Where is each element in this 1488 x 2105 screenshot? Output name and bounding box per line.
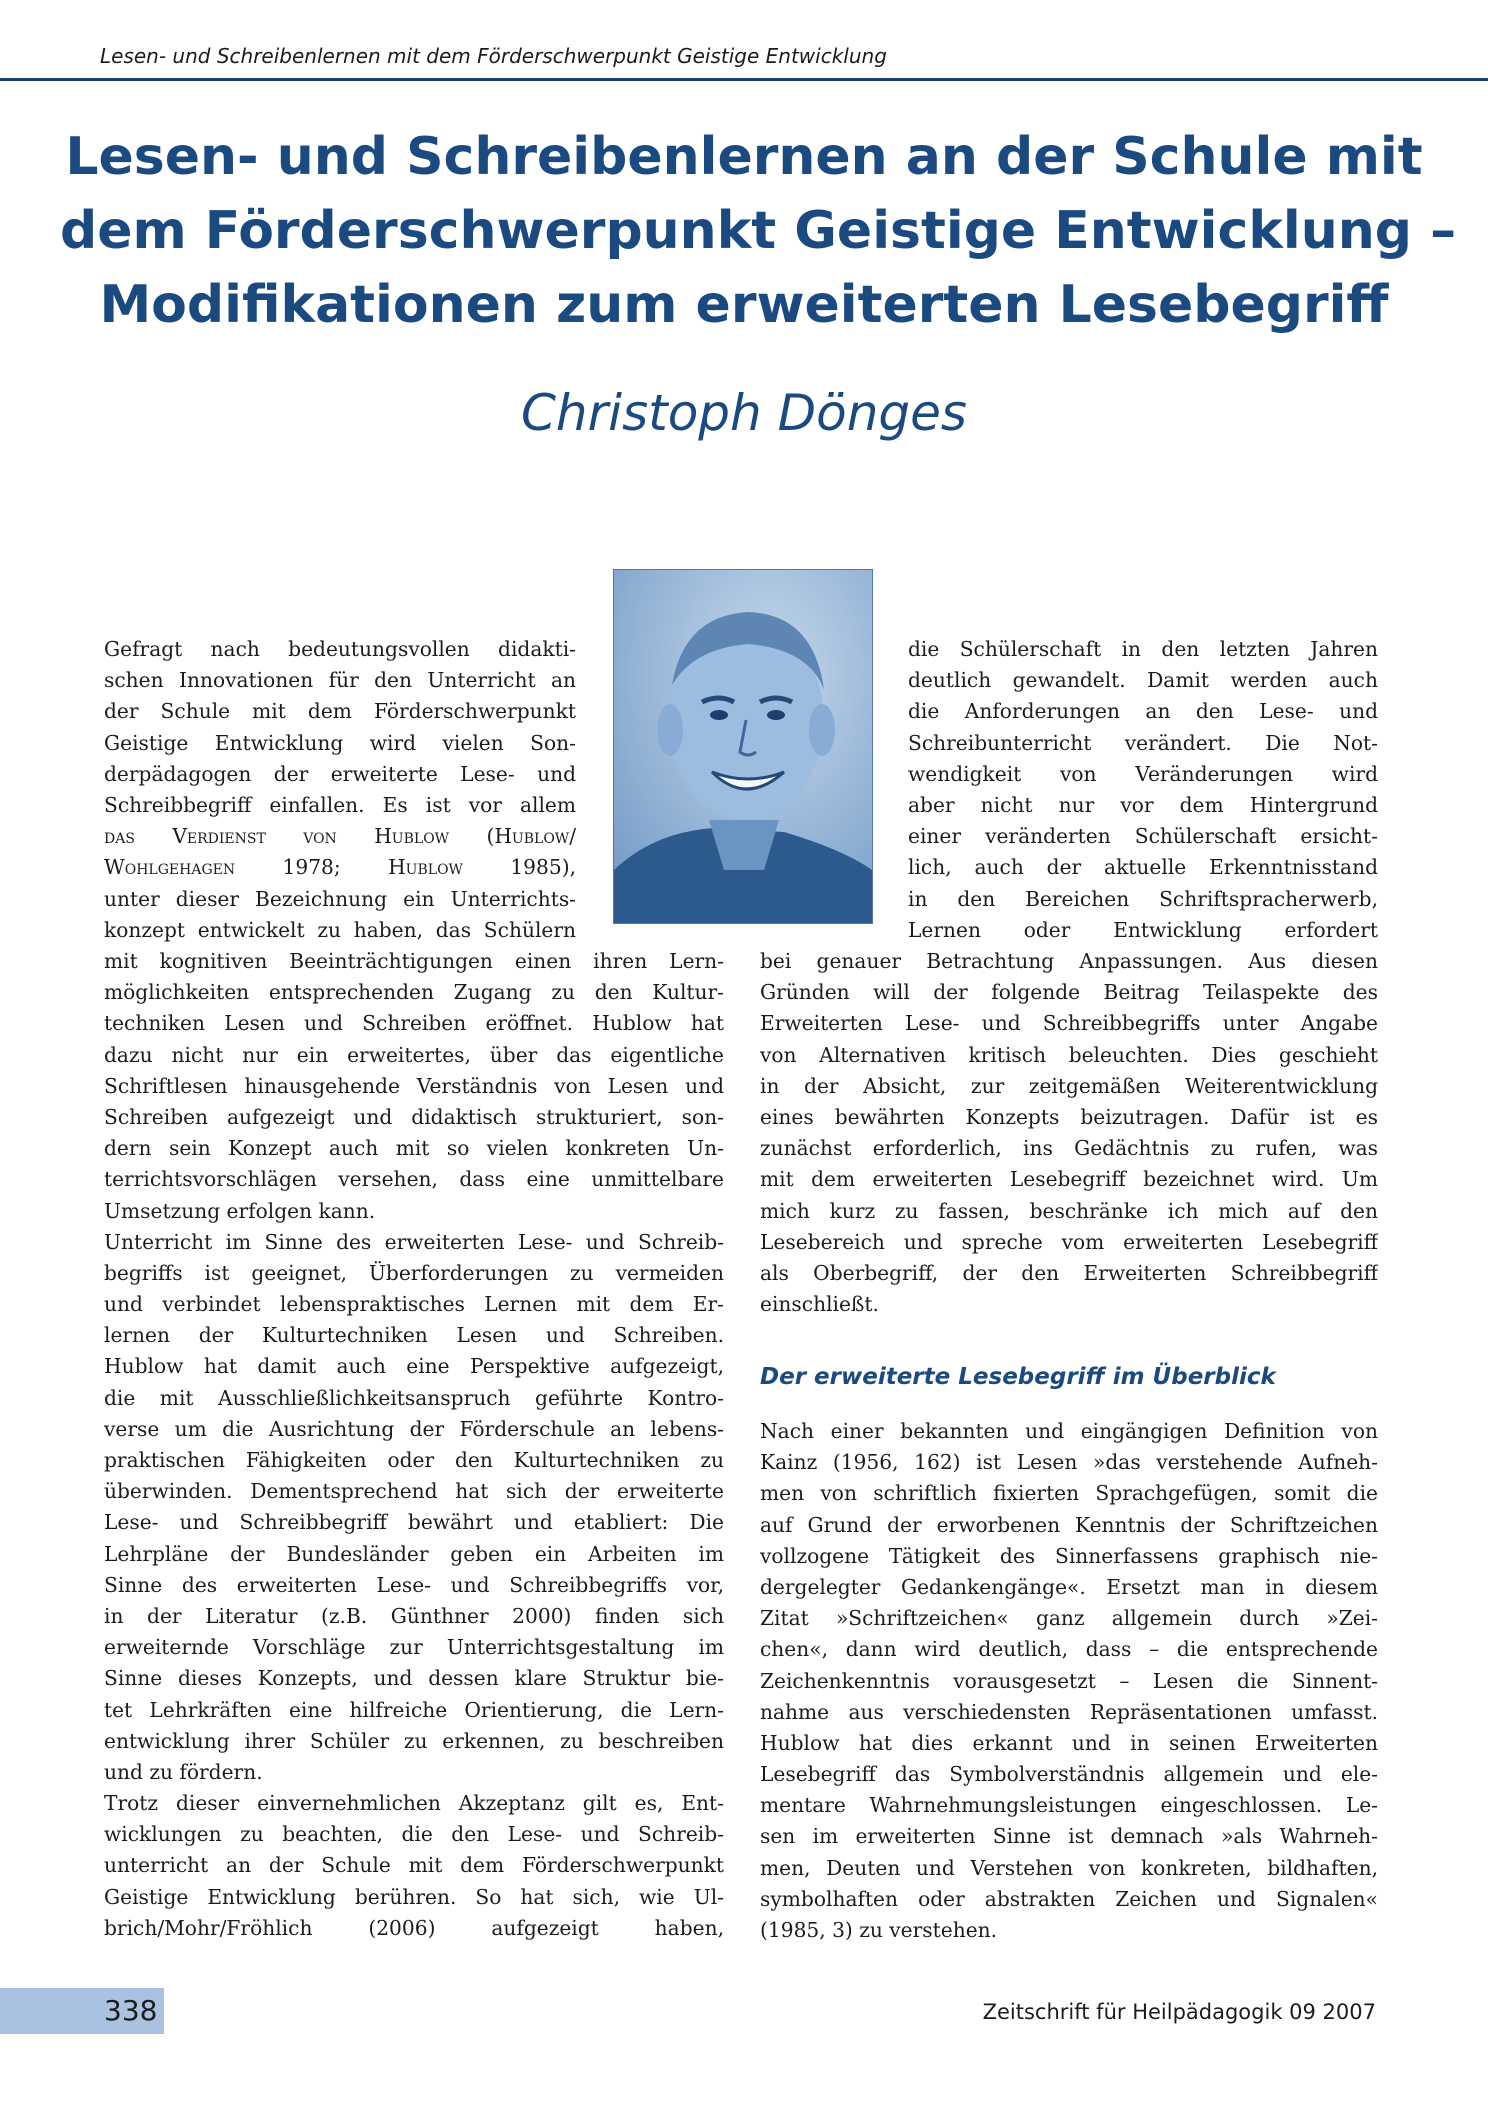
column-1-intro xyxy=(104,634,576,946)
text-line: Trotz dieser einvernehmlichen Akzeptanz gilt es, Ent- xyxy=(104,1791,724,1816)
text-line: terrichtsvorschlägen versehen, dass eine unmittelbare xyxy=(104,1167,724,1192)
text-line: Lernen oder Entwicklung erfordert xyxy=(908,917,1378,942)
text-line: eines bewährten Konzepts beizutragen. Dafür ist es xyxy=(760,1104,1378,1129)
text-line: Lesebereich und spreche vom erweiterten Lesebegriff xyxy=(760,1229,1378,1254)
text-line: praktischen Fähigkeiten oder den Kulturtechniken zu xyxy=(104,1448,724,1472)
text-line: men von schriftlich fixierten Sprachgefügen, somit die xyxy=(760,1481,1378,1506)
text-line: erweiternde Vorschläge zur Unterrichtsgestaltung im xyxy=(104,1635,724,1660)
text-line: Nach einer bekannten und eingängigen Definition von xyxy=(760,1419,1378,1443)
text-line: entwicklung ihrer Schüler zu erkennen, zu beschreiben xyxy=(104,1728,724,1753)
column-2-section xyxy=(760,1416,1378,1946)
author-portrait-icon xyxy=(614,570,872,923)
text-line: und verbindet lebenspraktisches Lernen mit dem Er- xyxy=(104,1292,724,1317)
text-line: in der Literatur (z.B. Günthner 2000) finden sich xyxy=(104,1603,724,1628)
column-2-body xyxy=(760,946,1378,1320)
text-line: in der Absicht, zur zeitgemäßen Weiterentwicklung xyxy=(760,1073,1378,1098)
text-line: chen«, dann wird deutlich, dass – die entsprechende xyxy=(760,1637,1378,1662)
text-line: Schreibbegriff einfallen. Es ist vor allem xyxy=(104,792,576,817)
text-line: dergelegter Gedankengänge«. Ersetzt man in diesem xyxy=(760,1574,1378,1599)
text-line: zunächst erforderlich, ins Gedächtnis zu rufen, was xyxy=(760,1136,1378,1161)
text-line: wendigkeit von Veränderungen wird xyxy=(908,761,1378,786)
text-line: Lese- und Schreibbegriff bewährt und etabliert: Die xyxy=(104,1510,724,1535)
text-line: Schreibunterricht verändert. Die Not- xyxy=(908,730,1378,755)
text-line: Lehrpläne der Bundesländer geben ein Arbeiten im xyxy=(104,1541,724,1566)
text-line: men, Deuten und Verstehen von konkreten, bildhaften, xyxy=(760,1855,1378,1880)
text-line: mit dem erweiterten Lesebegriff bezeichnet wird. Um xyxy=(760,1167,1378,1192)
text-line: begriffs ist geeignet, Überforderungen zu vermeiden xyxy=(104,1260,724,1285)
text-line: Sinne dieses Konzepts, und dessen klare Struktur bie- xyxy=(104,1666,724,1691)
author-photo xyxy=(613,569,873,924)
text-line: auf Grund der erworbenen Kenntnis der Schriftzeichen xyxy=(760,1512,1378,1537)
text-line: sen im erweiterten Sinne ist demnach »als Wahrneh- xyxy=(760,1824,1378,1849)
text-line: unter dieser Bezeichnung ein Unterrichts- xyxy=(104,886,576,911)
page-number: 338 xyxy=(104,1994,158,2027)
text-line: in den Bereichen Schriftspracherwerb, xyxy=(908,886,1378,911)
text-line: Umsetzung erfolgen kann. xyxy=(104,1198,376,1223)
text-line: einschließt. xyxy=(760,1292,879,1317)
text-line: von Alternativen kritisch beleuchten. Dies geschieht xyxy=(760,1042,1378,1067)
text-line: Erweiterten Lese- und Schreibbegriffs unter Angabe xyxy=(760,1011,1378,1036)
title-line: dem Förderschwerpunkt Geistige Entwicklung – xyxy=(60,201,1457,261)
text-line: symbolhaften oder abstrakten Zeichen und Signalen« xyxy=(760,1886,1378,1911)
text-line: lich, auch der aktuelle Erkenntnisstand xyxy=(908,855,1378,880)
running-head: Lesen- und Schreibenlernen mit dem Förderschwerpunkt Geistige Entwicklung xyxy=(100,44,887,68)
text-line: Zeichenkenntnis vorausgesetzt – Lesen die Sinnent- xyxy=(760,1668,1378,1693)
text-line: die mit Ausschließlichkeitsanspruch geführte Kontro- xyxy=(104,1385,724,1410)
article-title xyxy=(60,120,1457,342)
text-line: mentare Wahrnehmungsleistungen eingeschlossen. Le- xyxy=(760,1793,1378,1818)
text-line: als Oberbegriff, der den Erweiterten Schreibbegriff xyxy=(760,1260,1378,1285)
author-name: Christoph Dönges xyxy=(521,384,967,442)
column-2-intro xyxy=(908,634,1378,946)
text-line: Sinne des erweiterten Lese- und Schreibbegriffs vor, xyxy=(104,1572,724,1597)
text-line: Kainz (1956, 162) ist Lesen »das verstehende Aufneh- xyxy=(760,1450,1378,1475)
text-line: deutlich gewandelt. Damit werden auch xyxy=(908,668,1378,693)
text-line: brich/Mohr/Fröhlich (2006) aufgezeigt haben, xyxy=(104,1915,724,1940)
text-line: dazu nicht nur ein erweitertes, über das eigentliche xyxy=(104,1042,724,1067)
text-line: lernen der Kulturtechniken Lesen und Schreiben. xyxy=(104,1323,724,1348)
text-line: Gefragt nach bedeutungsvollen didakti- xyxy=(104,637,576,661)
text-line: Wohlgehagen 1978; Hublow 1985), xyxy=(104,855,576,880)
text-line: Geistige Entwicklung wird vielen Son- xyxy=(104,730,576,755)
text-line: der Schule mit dem Förderschwerpunkt xyxy=(104,699,576,724)
text-line: das Verdienst von Hublow (Hublow/ xyxy=(104,824,576,849)
journal-footer: Zeitschrift für Heilpädagogik 09 2007 xyxy=(982,2000,1376,2024)
header-rule xyxy=(0,78,1488,81)
text-line: Unterricht im Sinne des erweiterten Lese- und Schreib- xyxy=(104,1229,724,1254)
title-line: Modifikationen zum erweiterten Lesebegriff xyxy=(99,275,1389,335)
text-line: die Schülerschaft in den letzten Jahren xyxy=(908,637,1378,661)
text-line: Gründen will der folgende Beitrag Teilaspekte des xyxy=(760,980,1378,1005)
text-line: bei genauer Betrachtung Anpassungen. Aus diesen xyxy=(760,949,1378,973)
text-line: Schriftlesen hinausgehende Verständnis von Lesen und xyxy=(104,1073,724,1098)
text-line: aber nicht nur vor dem Hintergrund xyxy=(908,792,1378,817)
text-line: vollzogene Tätigkeit des Sinnerfassens graphisch nie- xyxy=(760,1543,1378,1568)
text-line: verse um die Ausrichtung der Förderschule an lebens- xyxy=(104,1416,724,1441)
text-line: Hublow hat dies erkannt und in seinen Erweiterten xyxy=(760,1730,1378,1755)
text-line: Zitat »Schriftzeichen« ganz allgemein durch »Zei- xyxy=(760,1606,1378,1631)
text-line: Hublow hat damit auch eine Perspektive aufgezeigt, xyxy=(104,1354,724,1379)
text-line: (1985, 3) zu verstehen. xyxy=(760,1918,998,1942)
title-line: Lesen- und Schreibenlernen an der Schule mit xyxy=(65,127,1423,187)
text-line: einer veränderten Schülerschaft ersicht- xyxy=(908,824,1378,849)
text-line: nahme aus verschiedensten Repräsentationen umfasst. xyxy=(760,1699,1378,1724)
text-line: tet Lehrkräften eine hilfreiche Orientierung, die Lern- xyxy=(104,1697,724,1722)
text-line: konzept entwickelt zu haben, das Schülern xyxy=(104,917,576,942)
text-line: möglichkeiten entsprechenden Zugang zu den Kultur- xyxy=(104,980,724,1005)
text-line: derpädagogen der erweiterte Lese- und xyxy=(104,761,576,786)
text-line: Geistige Entwicklung berühren. So hat sich, wie Ul- xyxy=(104,1884,724,1909)
text-line: überwinden. Dementsprechend hat sich der erweiterte xyxy=(104,1479,724,1504)
text-line: die Anforderungen an den Lese- und xyxy=(908,699,1378,724)
section-heading: Der erweiterte Lesebegriff im Überblick xyxy=(760,1364,1276,1390)
text-line: wicklungen zu beachten, die den Lese- und Schreib- xyxy=(104,1822,724,1847)
text-line: dern sein Konzept auch mit so vielen konkreten Un- xyxy=(104,1136,724,1161)
text-line: Schreiben aufgezeigt und didaktisch strukturiert, son- xyxy=(104,1104,724,1129)
text-line: techniken Lesen und Schreiben eröffnet. Hublow hat xyxy=(104,1011,724,1036)
text-line: mit kognitiven Beeinträchtigungen einen ihren Lern- xyxy=(104,949,724,973)
text-line: mich kurz zu fassen, beschränke ich mich auf den xyxy=(760,1198,1378,1223)
text-line: unterricht an der Schule mit dem Förderschwerpunkt xyxy=(104,1853,724,1878)
text-line: schen Innovationen für den Unterricht an xyxy=(104,668,576,693)
text-line: Lesebegriff das Symbolverständnis allgemein und ele- xyxy=(760,1762,1378,1787)
text-line: und zu fördern. xyxy=(104,1759,263,1784)
column-1-body xyxy=(104,946,724,1944)
